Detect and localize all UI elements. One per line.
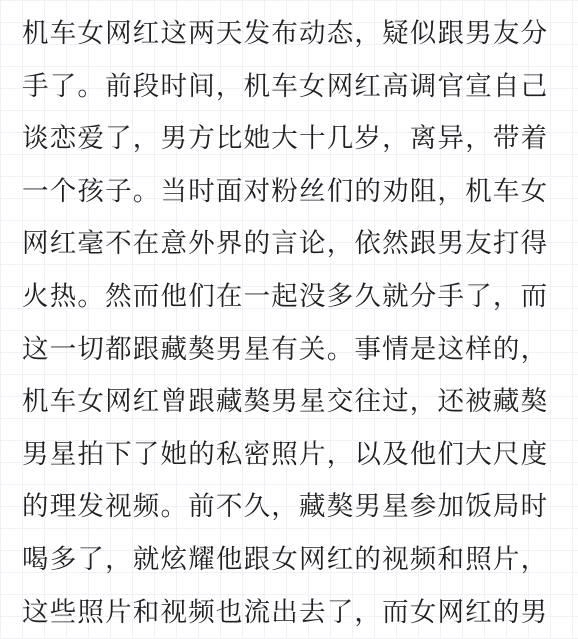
text-line: 手了。前段时间，机车女网红高调官宣自己 [22,70,549,102]
text-line: 机车女网红这两天发布动态，疑似跟男友分 [22,18,549,49]
text-line: 谈恋爱了，男方比她大十几岁，离异，带着 [22,123,549,155]
text-line: 一个孩子。当时面对粉丝们的劝阻，机车女 [22,175,549,207]
article-body [22,8,572,628]
text-line: 这一切都跟藏獒男星有关。事情是这样的， [22,333,549,365]
text-line: 网红毫不在意外界的言论，依然跟男友打得 [22,228,549,260]
text-line: 的理发视频。前不久，藏獒男星参加饭局时 [22,491,549,523]
text-line-partial: 这些照片和视频也流出去了，而女网红的男 [22,596,549,628]
text-line: 喝多了，就炫耀他跟女网红的视频和照片， [22,543,549,575]
text-line: 男星拍下了她的私密照片，以及他们大尺度 [22,438,549,470]
text-line: 机车女网红曾跟藏獒男星交往过，还被藏獒 [22,386,549,418]
text-line: 火热。然而他们在一起没多久就分手了，而 [22,280,549,312]
